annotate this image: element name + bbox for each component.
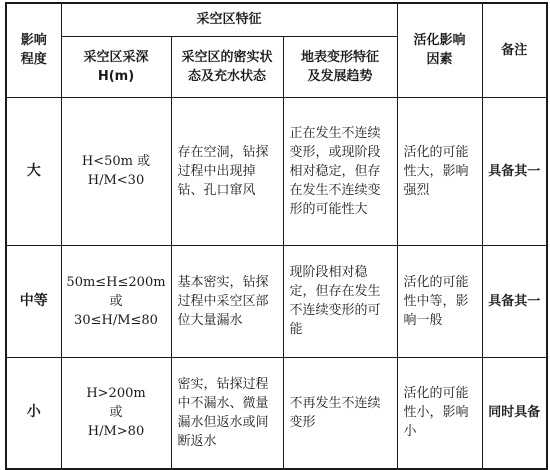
goaf-influence-table	[5, 2, 548, 470]
degree-cell: 中等	[6, 245, 61, 357]
table-row	[6, 97, 547, 245]
header-activation-factor: 活化影响 因素	[397, 3, 482, 97]
header-degree: 影响 程度	[6, 3, 61, 97]
header-density-water-state: 采空区的密实状 态及充水状态	[171, 36, 283, 97]
remark-cell: 具备其一	[482, 245, 547, 357]
degree-cell: 小	[6, 357, 61, 469]
state-cell: 存在空洞，钻探过程中出现掉钻、孔口窜风	[171, 97, 283, 245]
depth-cell: 50m≤H≤200m 或 30≤H/M≤80	[61, 245, 171, 357]
deformation-cell: 现阶段相对稳定，但存在发生不连续变形的可能	[283, 245, 397, 357]
header-depth: 采空区采深 H(m)	[61, 36, 171, 97]
header-goaf-features: 采空区特征	[61, 3, 397, 36]
factor-cell: 活化的可能性中等，影响一般	[397, 245, 482, 357]
table-row	[6, 245, 547, 357]
factor-cell: 活化的可能性小，影响小	[397, 357, 482, 469]
state-cell: 密实，钻探过程中不漏水、微量漏水但返水或间断返水	[171, 357, 283, 469]
deformation-cell: 正在发生不连续变形，或现阶段相对稳定，但存在发生不连续变形的可能性大	[283, 97, 397, 245]
remark-cell: 具备其一	[482, 97, 547, 245]
header-surface-deformation: 地表变形特征 及发展趋势	[283, 36, 397, 97]
depth-cell: H<50m 或 H/M<30	[61, 97, 171, 245]
remark-cell: 同时具备	[482, 357, 547, 469]
table-row	[6, 357, 547, 469]
depth-cell: H>200m 或 H/M>80	[61, 357, 171, 469]
factor-cell: 活化的可能性大，影响强烈	[397, 97, 482, 245]
state-cell: 基本密实，钻探过程中采空区部位大量漏水	[171, 245, 283, 357]
degree-cell: 大	[6, 97, 61, 245]
deformation-cell: 不再发生不连续变形	[283, 357, 397, 469]
header-remark: 备注	[482, 3, 547, 97]
